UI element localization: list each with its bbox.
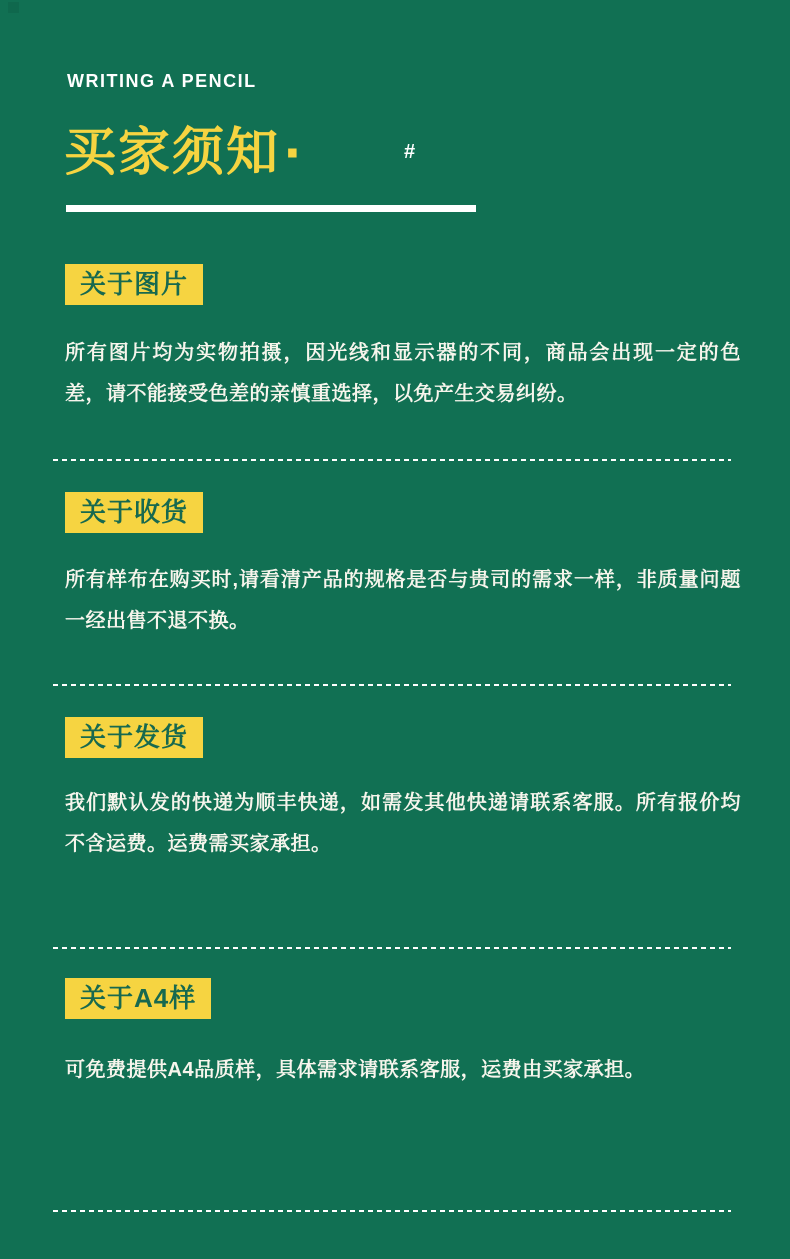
section-text: 我们默认发的快递为顺丰快递，如需发其他快递请联系客服。所有报价均不含运费。运费需买家承担。 — [65, 792, 741, 855]
section-text: 所有图片均为实物拍摄，因光线和显示器的不同，商品会出现一定的色差，请不能接受色差的亲慎重选择，以免产生交易纠纷。 — [65, 342, 741, 405]
section-badge: 关于图片 — [65, 264, 203, 305]
brand-text: WRITING A PENCIL — [67, 71, 257, 91]
section-badge: 关于发货 — [65, 717, 203, 758]
dotted-divider — [53, 459, 731, 461]
section-badge: 关于收货 — [65, 492, 203, 533]
page-title: 买家须知 — [64, 124, 281, 182]
dotted-divider — [53, 947, 731, 949]
dotted-divider — [53, 684, 731, 686]
corner-mark — [8, 2, 19, 13]
title-bullet: · — [284, 119, 304, 186]
section-text: 可免费提供A4品质样，具体需求请联系客服，运费由买家承担。 — [65, 1059, 646, 1081]
dotted-divider — [53, 1210, 731, 1212]
hash-mark: # — [404, 141, 416, 163]
title-row — [64, 119, 304, 186]
title-underline — [66, 205, 476, 212]
section-text: 所有样布在购买时,请看清产品的规格是否与贵司的需求一样，非质量问题一经出售不退不换。 — [65, 569, 741, 632]
section-badge: 关于A4样 — [65, 978, 211, 1019]
